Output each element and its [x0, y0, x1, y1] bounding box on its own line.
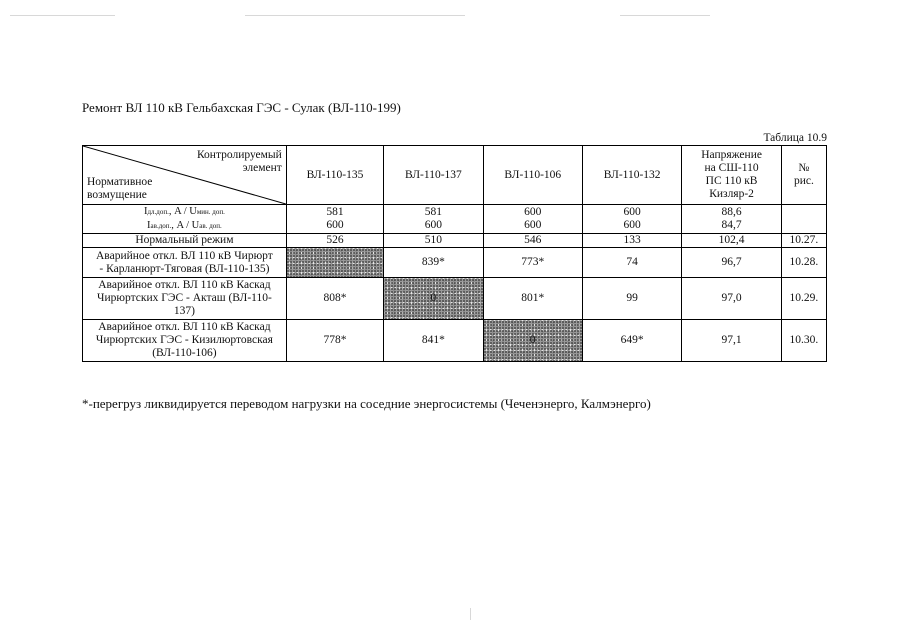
scan-mark [245, 15, 465, 16]
scan-mark [620, 15, 710, 16]
limits-row [83, 205, 827, 234]
limits-label: Iдл.доп., A / Uмин. доп. Iав.доп., A / Uав. доп. [83, 205, 287, 234]
figure-number: 10.28. [781, 248, 826, 278]
value-cell: 808* [286, 278, 383, 320]
figure-header: № рис. [781, 146, 826, 205]
limit-cell [781, 205, 826, 234]
shaded-cell: 0 [384, 278, 483, 320]
value-cell: 526 [286, 234, 383, 248]
value-cell: 546 [483, 234, 582, 248]
limit-cell: 581 600 [286, 205, 383, 234]
value-cell: 99 [582, 278, 681, 320]
value-cell: 649* [582, 320, 681, 362]
column-header: ВЛ-110-135 [286, 146, 383, 205]
value-cell: 96,7 [682, 248, 781, 278]
controlled-element-label: Контролируемый элемент [196, 149, 282, 174]
row-label: Аварийное откл. ВЛ 110 кВ Чирюрт - Карланюрт-Тяговая (ВЛ-110-135) [83, 248, 287, 278]
column-header: ВЛ-110-137 [384, 146, 483, 205]
shaded-cell [286, 248, 383, 278]
value-cell: 102,4 [682, 234, 781, 248]
table-row [83, 278, 827, 320]
value-cell: 839* [384, 248, 483, 278]
limit-cell: 581 600 [384, 205, 483, 234]
value-cell: 133 [582, 234, 681, 248]
scan-mark [10, 15, 115, 16]
value-cell: 778* [286, 320, 383, 362]
page-title: Ремонт ВЛ 110 кВ Гельбахская ГЭС - Сулак (ВЛ-110-199) [82, 100, 401, 115]
figure-number: 10.30. [781, 320, 826, 362]
header-row [83, 146, 827, 205]
value-cell: 773* [483, 248, 582, 278]
column-header: ВЛ-110-132 [582, 146, 681, 205]
limit-cell: 600 600 [483, 205, 582, 234]
table-number: Таблица 10.9 [763, 132, 827, 144]
limit-cell: 600 600 [582, 205, 681, 234]
diagonal-header-cell [83, 146, 287, 205]
table-row [83, 248, 827, 278]
footnote: *-перегруз ликвидируется переводом нагрузки на соседние энергосистемы (Чеченэнерго, Калмэнерго) [82, 396, 651, 411]
value-cell: 510 [384, 234, 483, 248]
value-cell: 97,1 [682, 320, 781, 362]
value-cell: 841* [384, 320, 483, 362]
disturbance-label: Нормативное возмущение [87, 176, 153, 201]
results-table [82, 145, 827, 362]
table-row [83, 234, 827, 248]
limit-cell: 88,6 84,7 [682, 205, 781, 234]
table-row [83, 320, 827, 362]
row-label: Аварийное откл. ВЛ 110 кВ Каскад Чирюртских ГЭС - Акташ (ВЛ-110- 137) [83, 278, 287, 320]
figure-number: 10.29. [781, 278, 826, 320]
value-cell: 74 [582, 248, 681, 278]
figure-number: 10.27. [781, 234, 826, 248]
row-label: Аварийное откл. ВЛ 110 кВ Каскад Чирюртских ГЭС - Кизилюртовская (ВЛ-110-106) [83, 320, 287, 362]
voltage-header: Напряжение на СШ-110 ПС 110 кВ Кизляр-2 [682, 146, 781, 205]
value-cell: 801* [483, 278, 582, 320]
value-cell: 97,0 [682, 278, 781, 320]
column-header: ВЛ-110-106 [483, 146, 582, 205]
shaded-cell: 0 [483, 320, 582, 362]
scan-mark [470, 608, 471, 620]
row-label: Нормальный режим [83, 234, 287, 248]
